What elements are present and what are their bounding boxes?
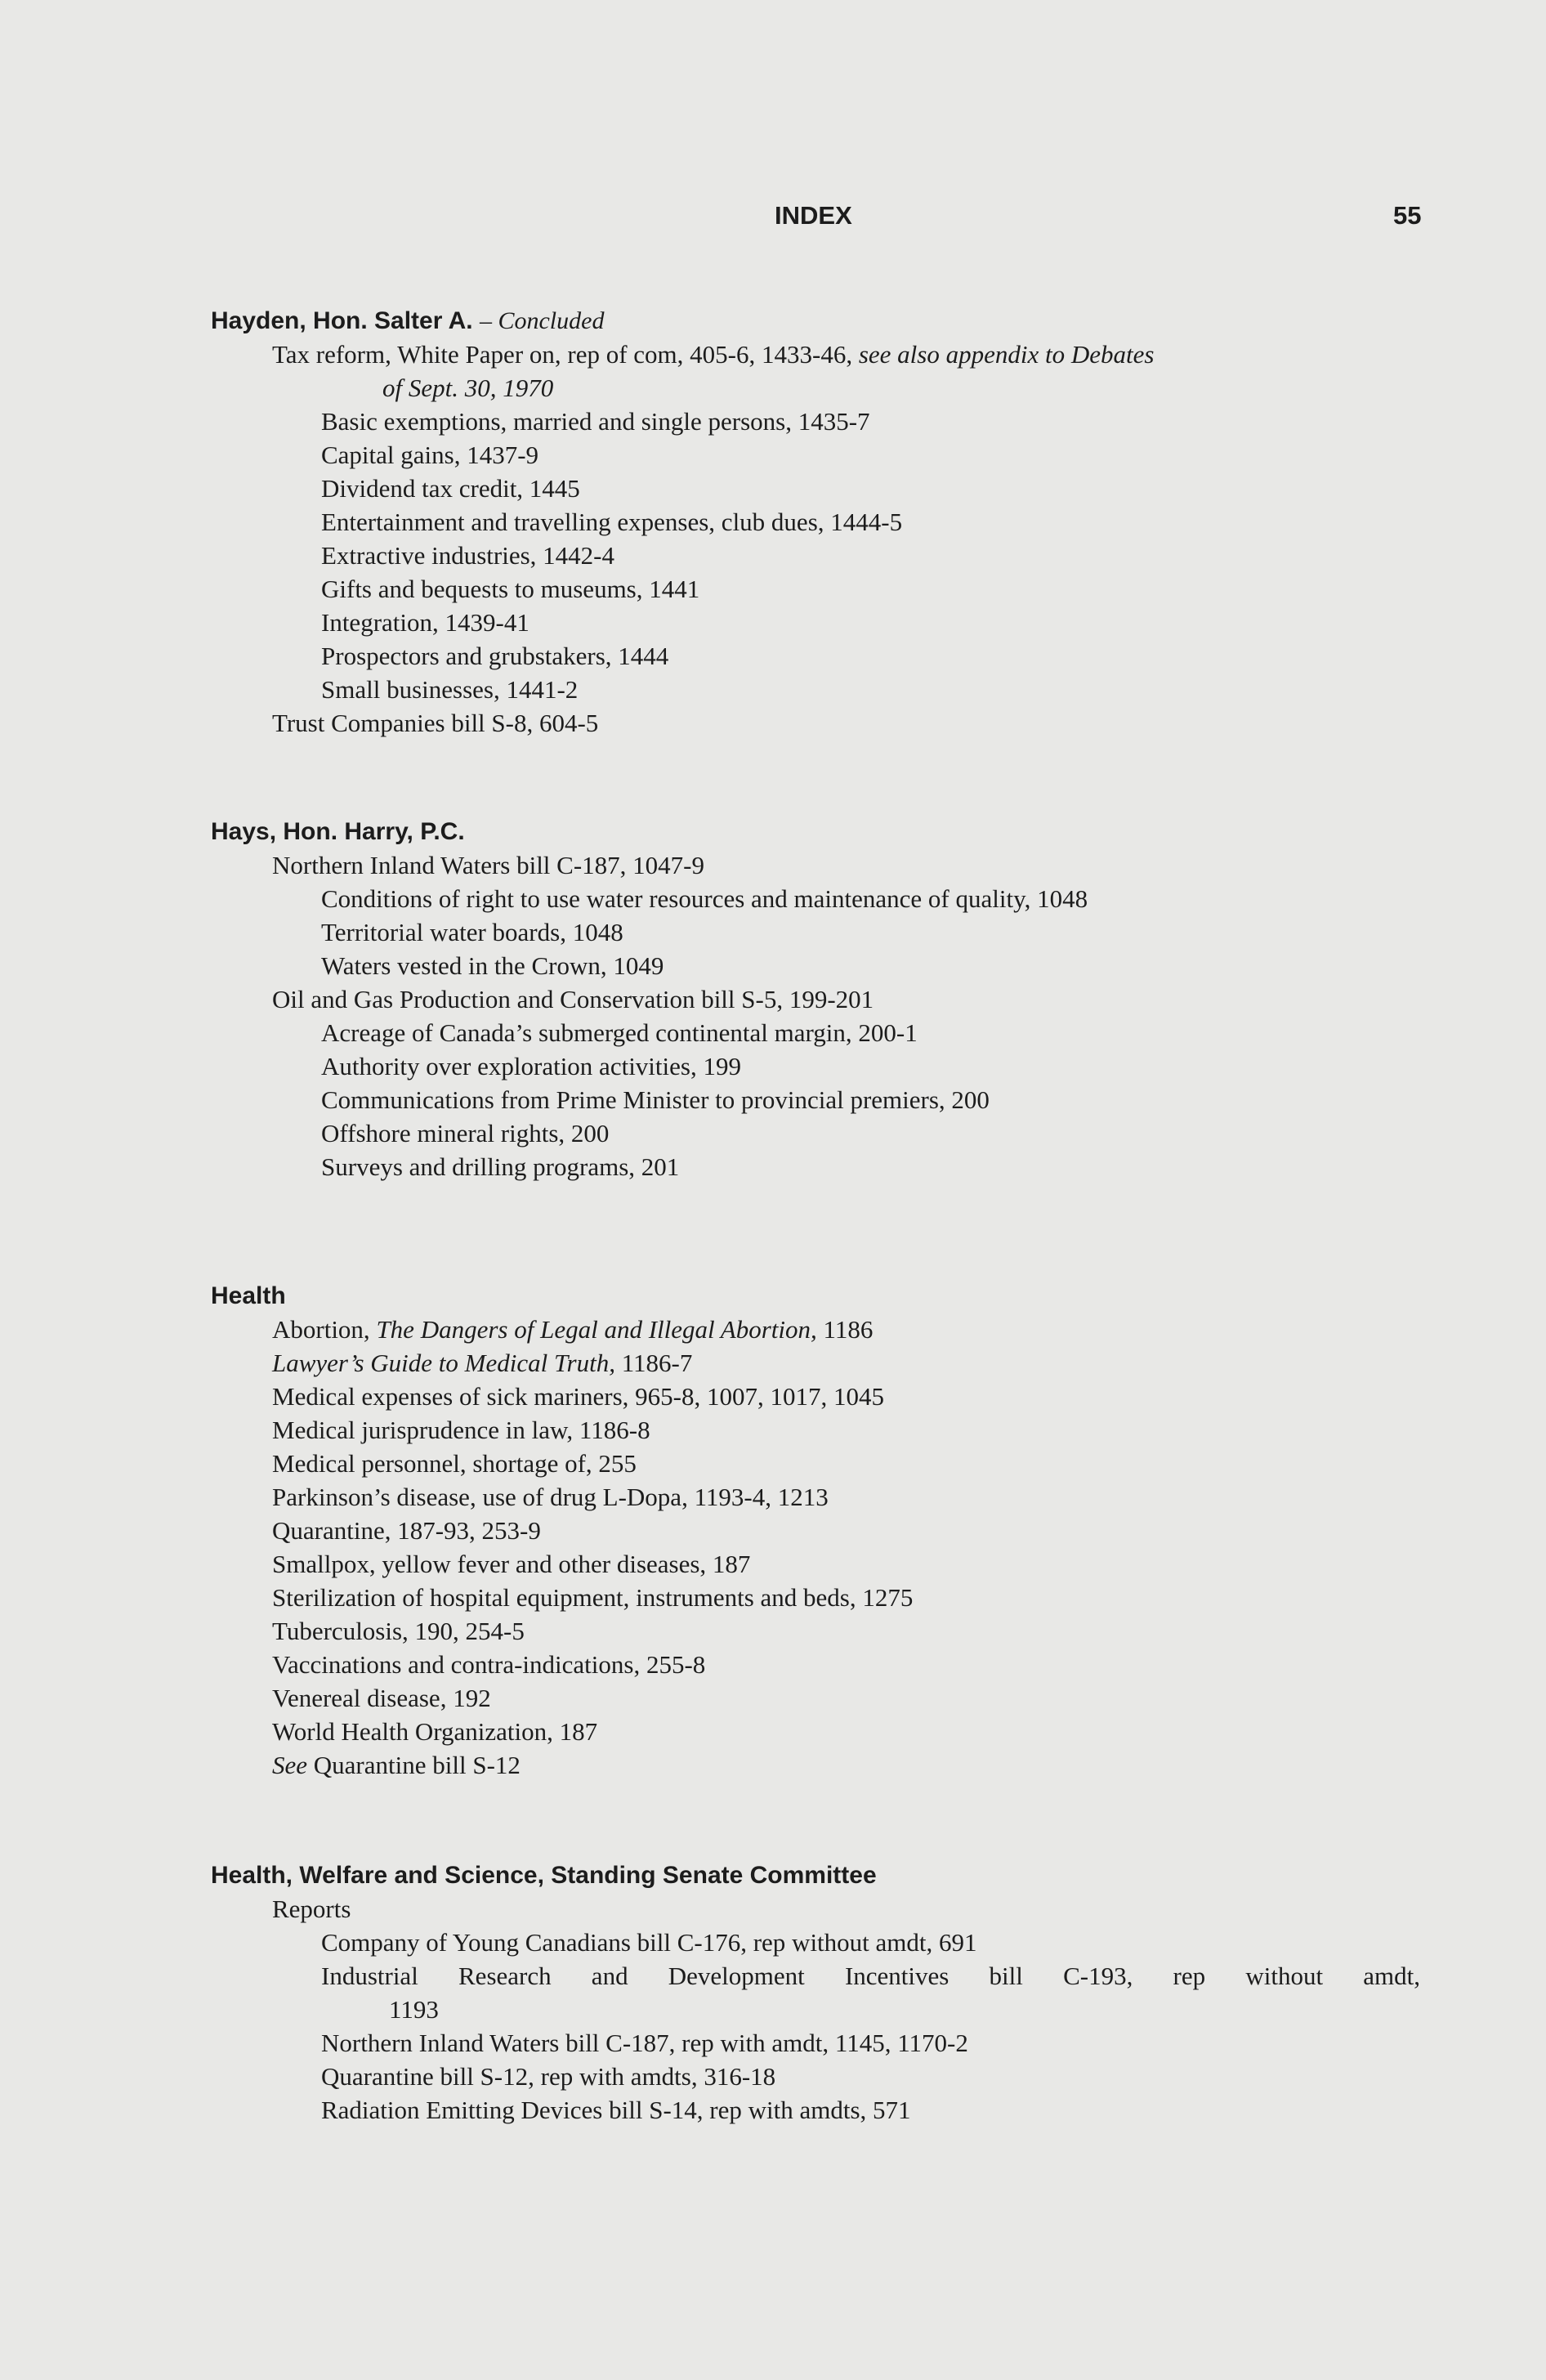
subsubentry: Radiation Emitting Devices bill S-14, rep with amdts, 571 <box>321 2096 911 2124</box>
subsubentry: Surveys and drilling programs, 201 <box>321 1152 680 1181</box>
subsubentry: Prospectors and grubstakers, 1444 <box>321 642 669 670</box>
subentry-text: Tax reform, White Paper on, rep of com, 405-6, 1433-46, <box>272 340 853 369</box>
subentry-continued <box>211 371 1420 405</box>
page-header <box>0 201 1546 237</box>
subentry-text: Abortion, <box>272 1315 370 1344</box>
subentry: World Health Organization, 187 <box>272 1717 598 1746</box>
subsubentry: Company of Young Canadians bill C-176, rep without amdt, 691 <box>321 1928 977 1957</box>
subentry: Oil and Gas Production and Conservation bill S-5, 199-201 <box>272 985 874 1013</box>
see-target: Quarantine bill S-12 <box>313 1751 521 1779</box>
subentry-see <box>211 1748 1420 1782</box>
entry-heading: Hays, Hon. Harry, P.C. <box>211 818 465 845</box>
page-title: INDEX <box>775 201 852 230</box>
subsubentry: Territorial water boards, 1048 <box>321 918 623 946</box>
subentry <box>211 1346 1420 1380</box>
index-body <box>211 304 1420 2127</box>
subentry: Medical expenses of sick mariners, 965-8, 1007, 1017, 1045 <box>272 1382 885 1411</box>
subentry: Smallpox, yellow fever and other diseases, 187 <box>272 1550 751 1578</box>
subentry-italic: The Dangers of Legal and Illegal Abortion, <box>376 1315 817 1344</box>
subsubentry: Entertainment and travelling expenses, club dues, 1444-5 <box>321 508 903 536</box>
subsubentry: Basic exemptions, married and single persons, 1435-7 <box>321 407 870 436</box>
entry-heading <box>211 304 1420 338</box>
entry-health-welfare-science <box>211 1859 1420 2127</box>
subsubentry: Small businesses, 1441-2 <box>321 675 579 704</box>
subsubentry: Industrial Research and Development Incentives bill C-193, rep without amdt, <box>321 1962 1420 1990</box>
subsubentry: Gifts and bequests to museums, 1441 <box>321 575 700 603</box>
entry-heading: Health <box>211 1282 286 1309</box>
subentry: Medical jurisprudence in law, 1186-8 <box>272 1416 650 1444</box>
entry-heading: Health, Welfare and Science, Standing Senate Committee <box>211 1862 877 1889</box>
entry-health <box>211 1279 1420 1782</box>
subsubentry: Conditions of right to use water resources and maintenance of quality, 1048 <box>321 884 1088 913</box>
subsubentry: Offshore mineral rights, 200 <box>321 1119 610 1148</box>
subentry: Trust Companies bill S-8, 604-5 <box>272 709 599 737</box>
subentry-italic: Lawyer’s Guide to Medical Truth, <box>272 1349 615 1377</box>
subentry: Tuberculosis, 190, 254-5 <box>272 1617 525 1645</box>
subentry-italic: see also appendix to Debates <box>858 340 1155 369</box>
subentry: Venereal disease, 192 <box>272 1684 491 1712</box>
subentry <box>211 1313 1420 1346</box>
subentry-pages: 1186-7 <box>621 1349 693 1377</box>
subsubentry: Capital gains, 1437-9 <box>321 441 539 469</box>
subsubentry: Extractive industries, 1442-4 <box>321 541 614 570</box>
subentry: Quarantine, 187-93, 253-9 <box>272 1516 541 1545</box>
subsubentry: Dividend tax credit, 1445 <box>321 474 580 503</box>
entry-hayden <box>211 304 1420 740</box>
page-number: 55 <box>1393 201 1422 230</box>
entry-concluded: – Concluded <box>479 307 605 334</box>
subsubentry: Authority over exploration activities, 199 <box>321 1052 741 1080</box>
subsubentry: Northern Inland Waters bill C-187, rep with amdt, 1145, 1170-2 <box>321 2029 968 2057</box>
subentry: Medical personnel, shortage of, 255 <box>272 1449 637 1478</box>
entry-hays <box>211 815 1420 1183</box>
subentry-pages: 1186 <box>823 1315 874 1344</box>
subentry: Northern Inland Waters bill C-187, 1047-9 <box>272 851 704 879</box>
subentry: Parkinson’s disease, use of drug L-Dopa, 1193-4, 1213 <box>272 1483 829 1511</box>
entry-name: Hayden, Hon. Salter A. <box>211 307 473 334</box>
subsubentry: Integration, 1439-41 <box>321 608 529 637</box>
subsubentry: Waters vested in the Crown, 1049 <box>321 951 664 980</box>
subentry-italic: of Sept. 30, 1970 <box>382 374 554 402</box>
subsubentry: Acreage of Canada’s submerged continental margin, 200-1 <box>321 1018 918 1047</box>
subentry <box>211 338 1420 371</box>
subsubentry: Communications from Prime Minister to provincial premiers, 200 <box>321 1085 990 1114</box>
see-label: See <box>272 1751 308 1779</box>
subsubentry: Quarantine bill S-12, rep with amdts, 316-18 <box>321 2062 776 2091</box>
subentry: Vaccinations and contra-indications, 255-8 <box>272 1650 706 1679</box>
subentry: Sterilization of hospital equipment, instruments and beds, 1275 <box>272 1583 914 1612</box>
subentry: Reports <box>272 1895 351 1923</box>
subsubentry-continued: 1193 <box>389 1995 439 2024</box>
